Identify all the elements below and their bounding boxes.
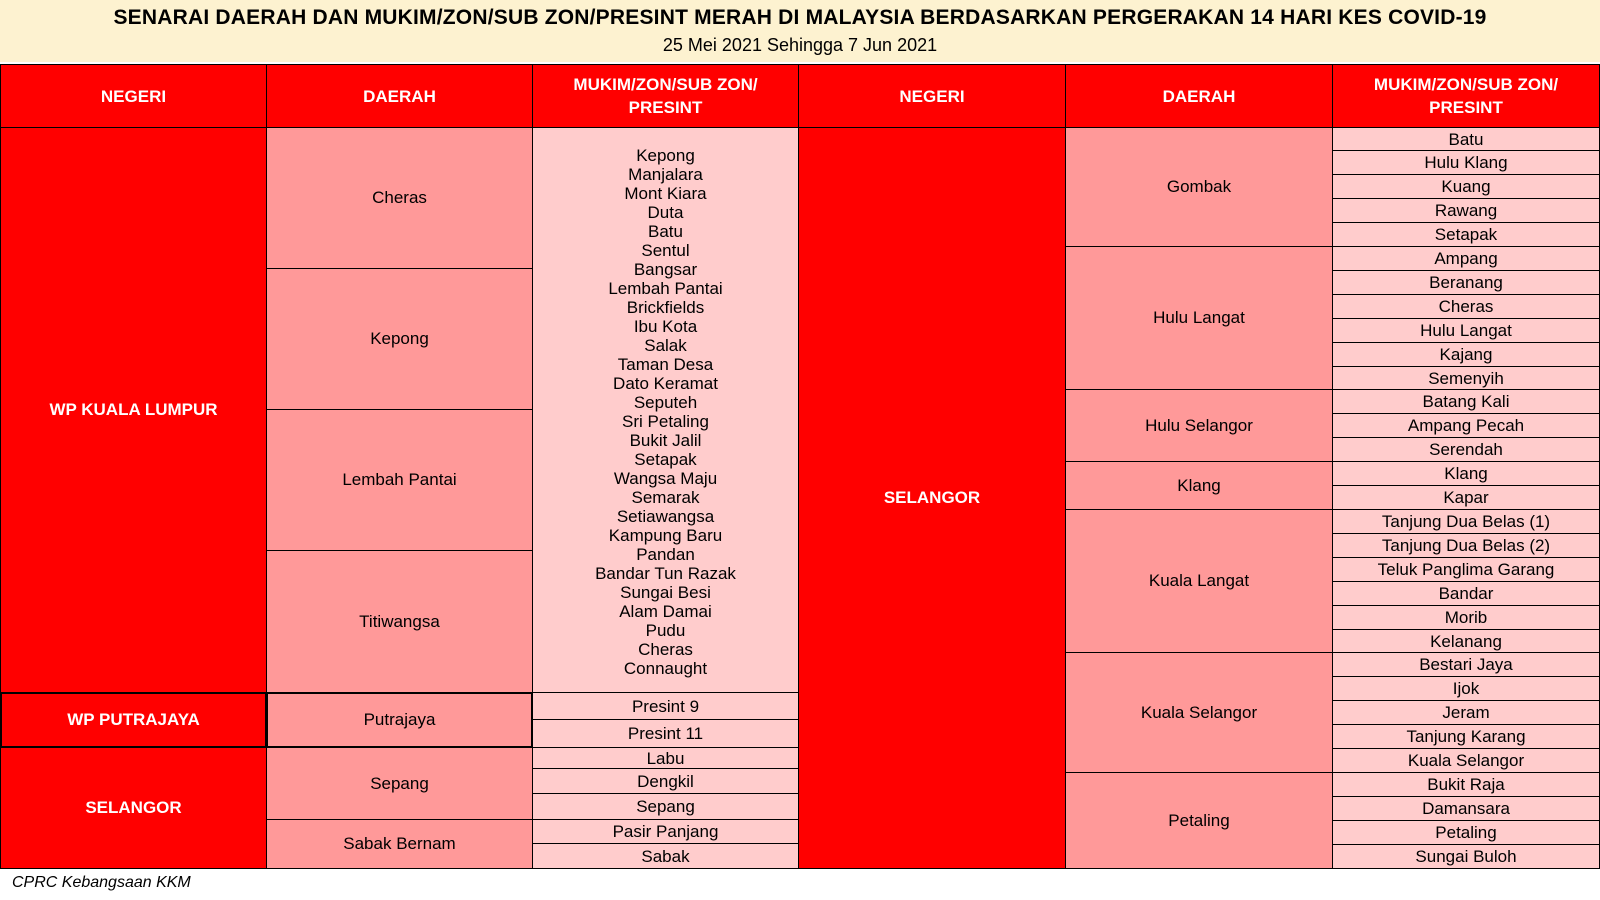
mukim-item: Lembah Pantai [608,279,723,298]
mukim-item: Kampung Baru [608,526,723,545]
mukim-klang: Klang [1332,461,1600,486]
mukim-item: Pudu [645,621,686,640]
mukim-batu: Batu [1332,127,1600,151]
mukim-tanjung-dua-belas-2: Tanjung Dua Belas (2) [1332,533,1600,558]
header-daerah-left: DAERAH [266,64,533,128]
daerah-putrajaya: Putrajaya [266,692,533,748]
mukim-item: Setiawangsa [616,507,715,526]
mukim-hulu-langat: Hulu Langat [1332,318,1600,343]
mukim-tanjung-karang: Tanjung Karang [1332,724,1600,749]
page-title: SENARAI DAERAH DAN MUKIM/ZON/SUB ZON/PRESINT MERAH DI MALAYSIA BERDASARKAN PERGERAKAN 14 HARI KES COVID-19 [113,6,1487,29]
mukim-item: Cheras [638,640,693,659]
mukim-beranang: Beranang [1332,270,1600,295]
mukim-item: Semarak [631,488,700,507]
daerah-sabak-bernam: Sabak Bernam [266,819,533,869]
mukim-petaling: Petaling [1332,820,1600,845]
mukim-item: Alam Damai [619,602,712,621]
mukim-semenyih: Semenyih [1332,366,1600,390]
mukim-ampang-pecah: Ampang Pecah [1332,413,1600,438]
daerah-kuala-langat: Kuala Langat [1065,509,1333,653]
header-mukim-left: MUKIM/ZON/SUB ZON/ PRESINT [532,64,799,128]
mukim-setapak: Setapak [1332,222,1600,247]
mukim-pasir-panjang: Pasir Panjang [532,819,799,844]
mukim-item: Sentul [641,241,690,260]
mukim-item: Salak [644,336,687,355]
mukim-bandar: Bandar [1332,581,1600,606]
header-negeri-left: NEGERI [0,64,267,128]
mukim-item: Batu [648,222,683,241]
mukim-item: Dato Keramat [613,374,718,393]
mukim-teluk-panglima-garang: Teluk Panglima Garang [1332,557,1600,582]
mukim-item: Sungai Besi [620,583,711,602]
mukim-item: Bandar Tun Razak [595,564,736,583]
mukim-kajang: Kajang [1332,342,1600,367]
mukim-kuang: Kuang [1332,174,1600,199]
mukim-cheras: Cheras [1332,294,1600,319]
mukim-item: Kepong [636,146,695,165]
mukim-item: Seputeh [633,393,698,412]
negeri-wp-kuala-lumpur: WP KUALA LUMPUR [0,127,267,693]
mukim-tanjung-dua-belas-1: Tanjung Dua Belas (1) [1332,509,1600,534]
mukim-serendah: Serendah [1332,437,1600,462]
daerah-sepang: Sepang [266,747,533,820]
negeri-selangor-right: SELANGOR [798,127,1066,869]
mukim-item: Setapak [634,450,697,469]
mukim-labu: Labu [532,747,799,769]
mukim-kuala-selangor: Kuala Selangor [1332,748,1600,773]
daerah-kuala-selangor: Kuala Selangor [1065,652,1333,773]
mukim-item: Connaught [623,659,708,678]
mukim-item: Pandan [636,545,695,564]
mukim-bukit-raja: Bukit Raja [1332,772,1600,797]
mukim-item: Sri Petaling [622,412,709,431]
header-daerah-right: DAERAH [1065,64,1333,128]
mukim-sungai-buloh: Sungai Buloh [1332,844,1600,869]
daerah-titiwangsa: Titiwangsa [266,550,533,693]
mukim-item: Ibu Kota [633,317,698,336]
mukim-rawang: Rawang [1332,198,1600,223]
mukim-hulu-klang: Hulu Klang [1332,150,1600,175]
mukim-ampang: Ampang [1332,246,1600,271]
mukim-morib: Morib [1332,605,1600,630]
negeri-selangor-left: SELANGOR [0,747,267,869]
mukim-item: Wangsa Maju [613,469,718,488]
mukim-item: Mont Kiara [624,184,707,203]
header-mukim-right: MUKIM/ZON/SUB ZON/ PRESINT [1332,64,1600,128]
page-subtitle: 25 Mei 2021 Sehingga 7 Jun 2021 [662,35,938,55]
mukim-presint-11: Presint 11 [532,719,799,748]
daerah-hulu-langat: Hulu Langat [1065,246,1333,390]
mukim-item: Duta [647,203,684,222]
header-negeri-right: NEGERI [798,64,1066,128]
mukim-bestari-jaya: Bestari Jaya [1332,652,1600,677]
mukim-item: Taman Desa [617,355,714,374]
mukim-item: Bukit Jalil [629,431,702,450]
mukim-item: Manjalara [628,165,703,184]
daerah-hulu-selangor: Hulu Selangor [1065,389,1333,462]
daerah-cheras: Cheras [266,127,533,269]
mukim-item: Bangsar [633,260,698,279]
mukim-ijok: Ijok [1332,676,1600,701]
mukim-sabak: Sabak [532,843,799,869]
negeri-wp-putrajaya: WP PUTRAJAYA [0,692,267,748]
daerah-petaling: Petaling [1065,772,1333,869]
source-footer: CPRC Kebangsaan KKM [12,874,191,891]
daerah-kepong: Kepong [266,268,533,410]
mukim-dengkil: Dengkil [532,768,799,794]
mukim-jeram: Jeram [1332,700,1600,725]
mukim-sepang: Sepang [532,793,799,820]
mukim-item: Brickfields [626,298,705,317]
daerah-lembah-pantai: Lembah Pantai [266,409,533,551]
mukim-list-wpkl [532,127,799,693]
mukim-presint-9: Presint 9 [532,692,799,720]
mukim-kelanang: Kelanang [1332,629,1600,653]
daerah-gombak: Gombak [1065,127,1333,247]
mukim-kapar: Kapar [1332,485,1600,510]
mukim-damansara: Damansara [1332,796,1600,821]
daerah-klang: Klang [1065,461,1333,510]
mukim-batang-kali: Batang Kali [1332,389,1600,414]
